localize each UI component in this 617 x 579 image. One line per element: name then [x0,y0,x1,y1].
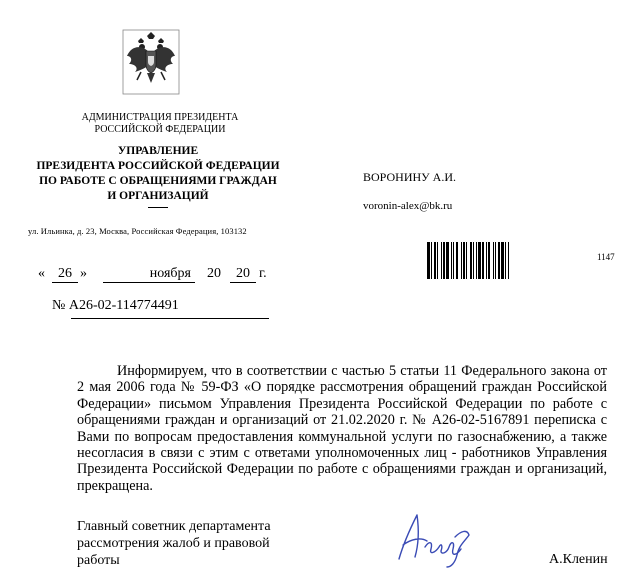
dept-line-2: ПРЕЗИДЕНТА РОССИЙСКОЙ ФЕДЕРАЦИИ [36,160,280,172]
handwritten-signature [395,511,473,569]
reference-number [52,298,179,314]
dept-divider [148,207,168,208]
signer-name: А.Кленин [549,552,608,567]
russian-coat-of-arms-icon [121,26,181,96]
date-suffix: г. [259,266,267,281]
address: ул. Ильинка, д. 23, Москва, Российская Федерация, 103132 [28,226,247,236]
signer-title-line-3: работы [77,553,120,568]
dept-line-1: УПРАВЛЕНИЕ [117,145,199,157]
number-sign: № [52,298,66,313]
signer-title-line-1: Главный советник департамента [77,519,271,534]
recipient-name: ВОРОНИНУ А.И. [363,170,456,184]
number-value: А26-02-114774491 [68,298,179,313]
date-open-quote: « [38,266,45,281]
admin-line-2: РОССИЙСКОЙ ФЕДЕРАЦИИ [94,124,226,135]
barcode [427,242,593,279]
date-year: 20 [230,266,256,283]
dept-line-3: ПО РАБОТЕ С ОБРАЩЕНИЯМИ ГРАЖДАН [39,175,277,187]
dept-line-4: И ОРГАНИЗАЦИЙ [107,190,209,202]
date-century: 20 [207,266,221,281]
letter-body: Информируем, что в соответствии с частью 5 статьи 11 Федерального закона от 2 мая 2006 года № 59-ФЗ «О порядке рассмотрения обращений граждан Российской Федерации» письмом Управления Президента Российской Федерации по работе с обращениями граждан и организаций от 21.02.2020 г. № А26-02-5167891 переписка с Вами по вопросам предоставления коммунальной услуги по газоснабжению, а также несогласия в связи с этим с ответами уполномоченных лиц - работников Управления Президента Российской Федерации по работе с обращениями граждан и организаций, прекращена. [77,363,607,494]
date-day: 26 [52,266,78,283]
date-close-quote: » [80,266,87,281]
number-underline [71,318,269,319]
date-month: ноября [103,266,195,283]
recipient-email: voronin-alex@bk.ru [363,200,453,212]
signer-title-line-2: рассмотрения жалоб и правовой [77,536,270,551]
barcode-number: 1147 [597,252,615,262]
admin-line-1: АДМИНИСТРАЦИЯ ПРЕЗИДЕНТА [81,112,239,123]
